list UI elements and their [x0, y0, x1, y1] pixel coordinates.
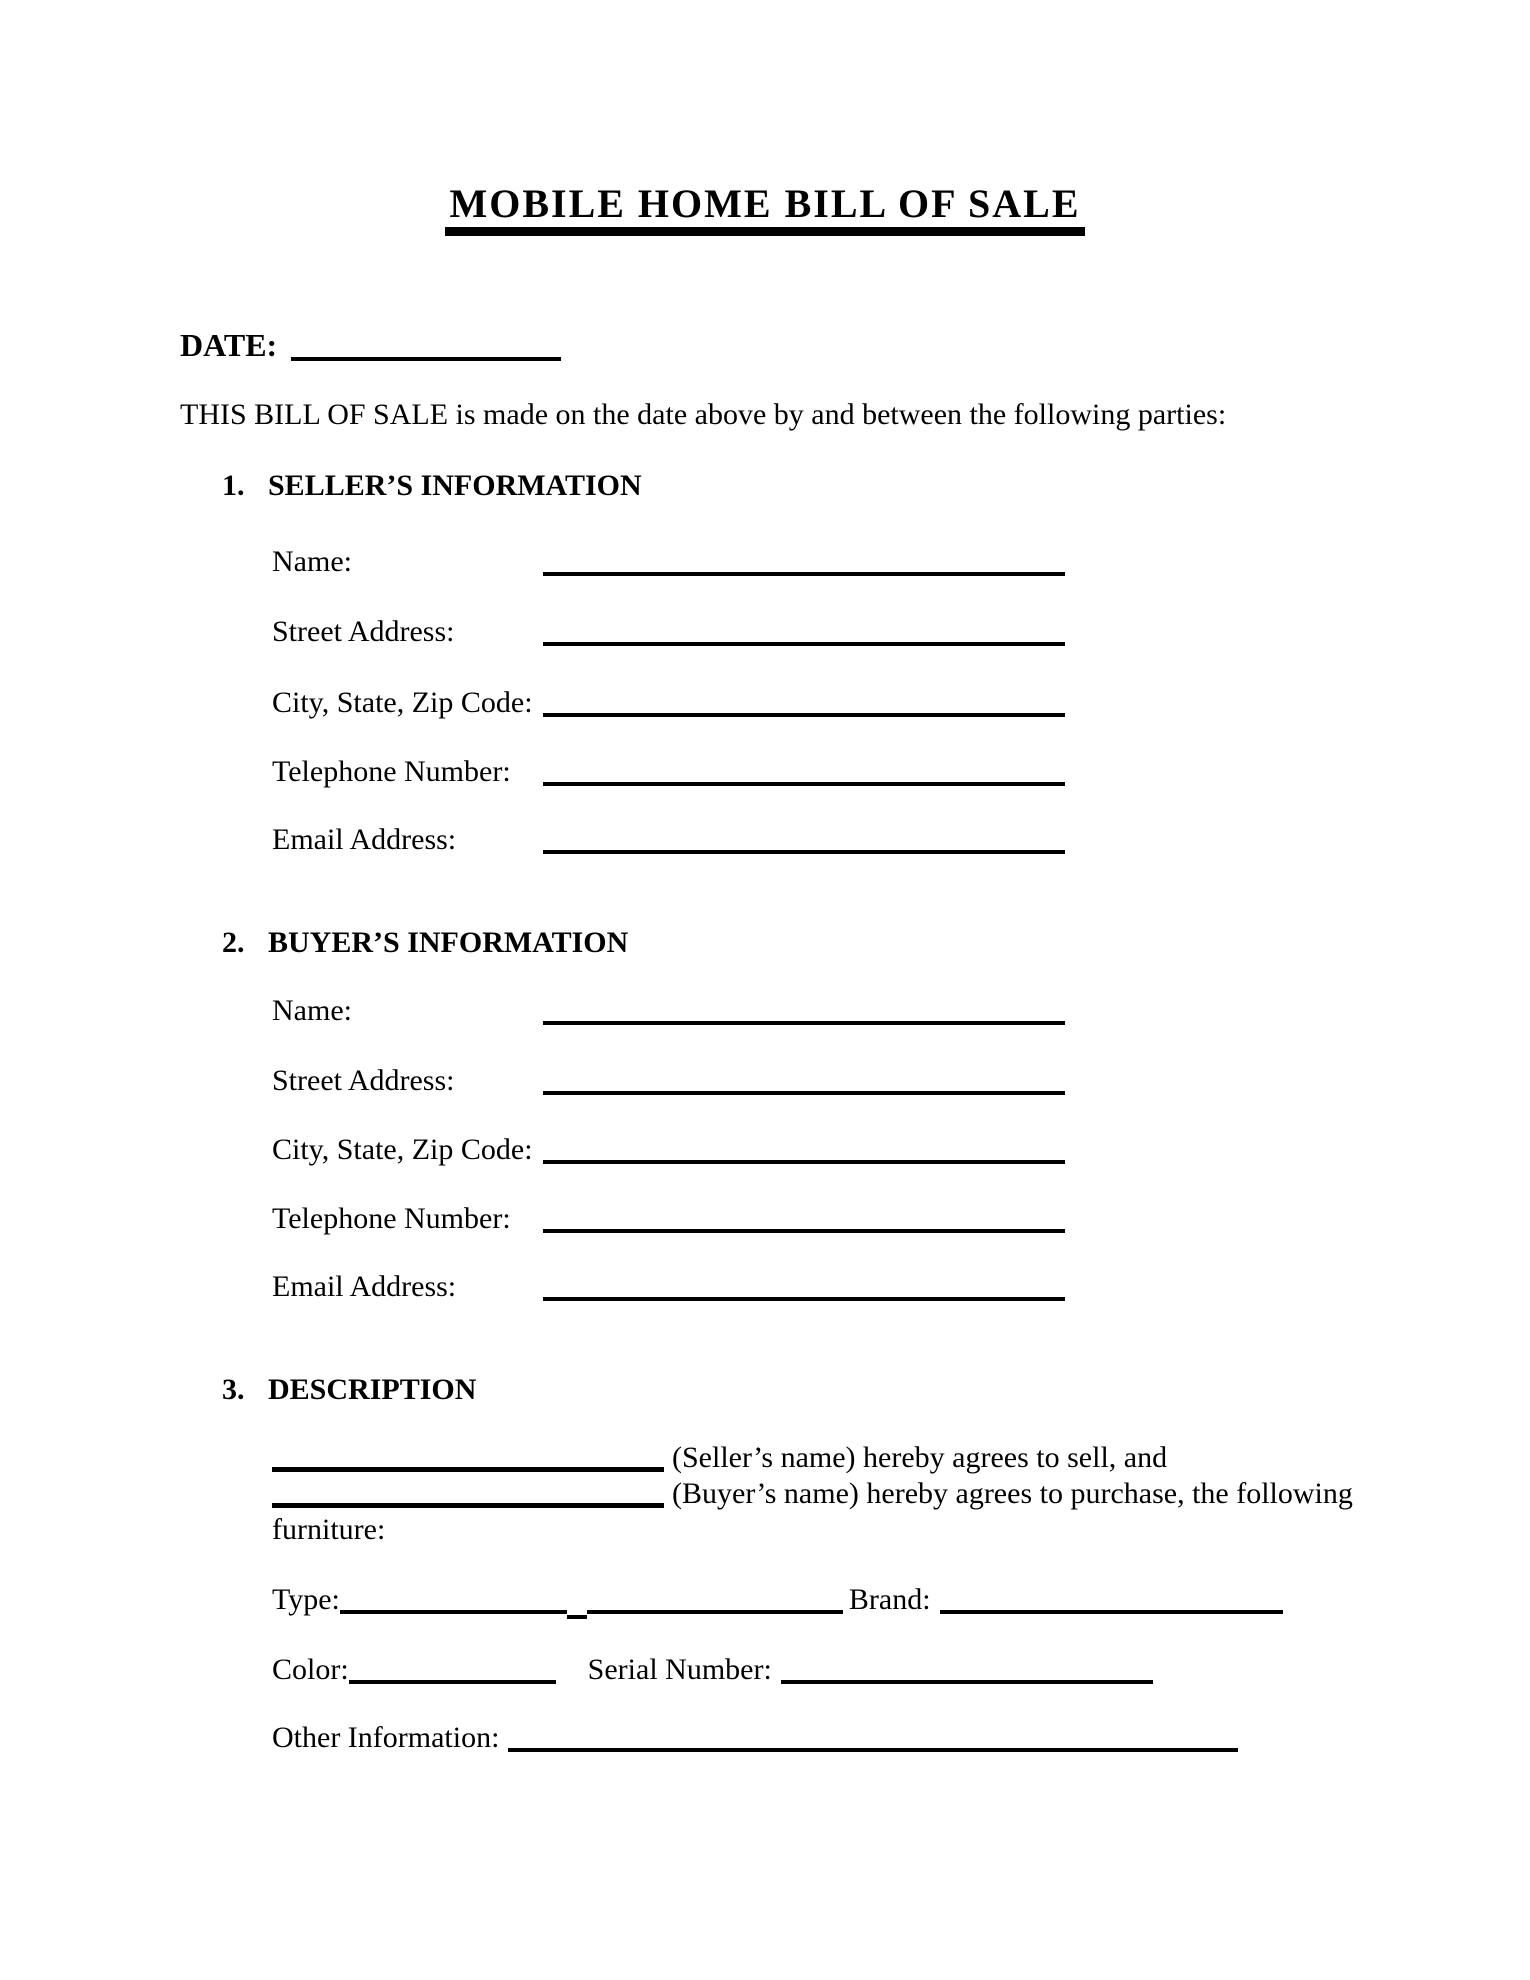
buyer-email-label: Email Address:: [272, 1270, 457, 1303]
buyer-street-address-label: Street Address:: [272, 1064, 455, 1097]
buyer-email-input-line[interactable]: [543, 1277, 1065, 1301]
other-information-row: [272, 1721, 1238, 1755]
seller-section-title: SELLER’S INFORMATION: [268, 469, 642, 502]
type-input-line-2[interactable]: [587, 1590, 843, 1614]
buyer-street-address-input-line[interactable]: [543, 1071, 1065, 1095]
date-input-line[interactable]: [291, 337, 561, 361]
type-input-line[interactable]: [340, 1590, 567, 1614]
description-section-title: DESCRIPTION: [268, 1373, 477, 1406]
buyer-name-input-line[interactable]: [543, 1001, 1065, 1025]
seller-telephone-input-line[interactable]: [543, 762, 1065, 786]
description-section-number: 3.: [222, 1373, 245, 1406]
brand-label: Brand:: [848, 1583, 931, 1616]
seller-street-address-label: Street Address:: [272, 615, 455, 648]
form-field-row: [272, 1064, 1065, 1098]
type-label: Type:: [272, 1583, 340, 1616]
document-title-row: [0, 181, 1530, 236]
seller-name-input-line[interactable]: [543, 552, 1065, 576]
type-brand-row: [272, 1583, 1283, 1619]
other-information-input-line[interactable]: [508, 1728, 1238, 1752]
intro-text: THIS BILL OF SALE is made on the date above by and between the following parties:: [180, 398, 1227, 431]
serial-number-label: Serial Number:: [587, 1653, 772, 1686]
seller-section-number: 1.: [222, 469, 245, 502]
buyer-city-state-zip-input-line[interactable]: [543, 1140, 1065, 1164]
color-serial-row: [272, 1653, 1153, 1687]
buyer-section-number: 2.: [222, 926, 245, 959]
buyer-clause-text: (Buyer’s name) hereby agrees to purchase, the following: [672, 1477, 1353, 1510]
seller-section-heading: [222, 469, 642, 503]
form-field-row: [272, 1270, 1065, 1304]
brand-input-line[interactable]: [940, 1590, 1283, 1614]
other-information-label: Other Information:: [272, 1721, 500, 1754]
buyer-name-label: Name:: [272, 994, 352, 1027]
buyer-clause-row: [272, 1477, 1353, 1511]
document-title: MOBILE HOME BILL OF SALE: [445, 184, 1084, 236]
seller-email-input-line[interactable]: [543, 830, 1065, 854]
seller-city-state-zip-input-line[interactable]: [543, 693, 1065, 717]
form-field-row: [272, 1133, 1065, 1167]
color-input-line[interactable]: [349, 1660, 556, 1684]
seller-name-blank-line[interactable]: [272, 1447, 664, 1472]
seller-name-label: Name:: [272, 545, 352, 578]
form-field-row: [272, 823, 1065, 857]
date-label: DATE:: [180, 327, 278, 363]
color-label: Color:: [272, 1653, 349, 1686]
date-row: [180, 328, 561, 364]
seller-street-address-input-line[interactable]: [543, 622, 1065, 646]
seller-email-label: Email Address:: [272, 823, 457, 856]
buyer-section-title: BUYER’S INFORMATION: [268, 926, 629, 959]
form-field-row: [272, 615, 1065, 649]
seller-clause-text: (Seller’s name) hereby agrees to sell, and: [672, 1441, 1168, 1474]
seller-clause-row: [272, 1441, 1167, 1475]
buyer-name-blank-line[interactable]: [272, 1483, 664, 1508]
buyer-section-heading: [222, 926, 628, 960]
seller-telephone-label: Telephone Number:: [272, 755, 511, 788]
description-section-heading: [222, 1373, 476, 1407]
serial-number-input-line[interactable]: [781, 1660, 1153, 1684]
buyer-telephone-label: Telephone Number:: [272, 1202, 511, 1235]
form-field-row: [272, 545, 1065, 579]
type-input-line-underscore[interactable]: [567, 1595, 587, 1619]
buyer-telephone-input-line[interactable]: [543, 1209, 1065, 1233]
clause-continuation-text: furniture:: [272, 1513, 386, 1546]
form-field-row: [272, 686, 1065, 720]
form-field-row: [272, 994, 1065, 1028]
seller-city-state-zip-label: City, State, Zip Code:: [272, 686, 533, 719]
buyer-city-state-zip-label: City, State, Zip Code:: [272, 1133, 533, 1166]
form-field-row: [272, 1202, 1065, 1236]
form-field-row: [272, 755, 1065, 789]
